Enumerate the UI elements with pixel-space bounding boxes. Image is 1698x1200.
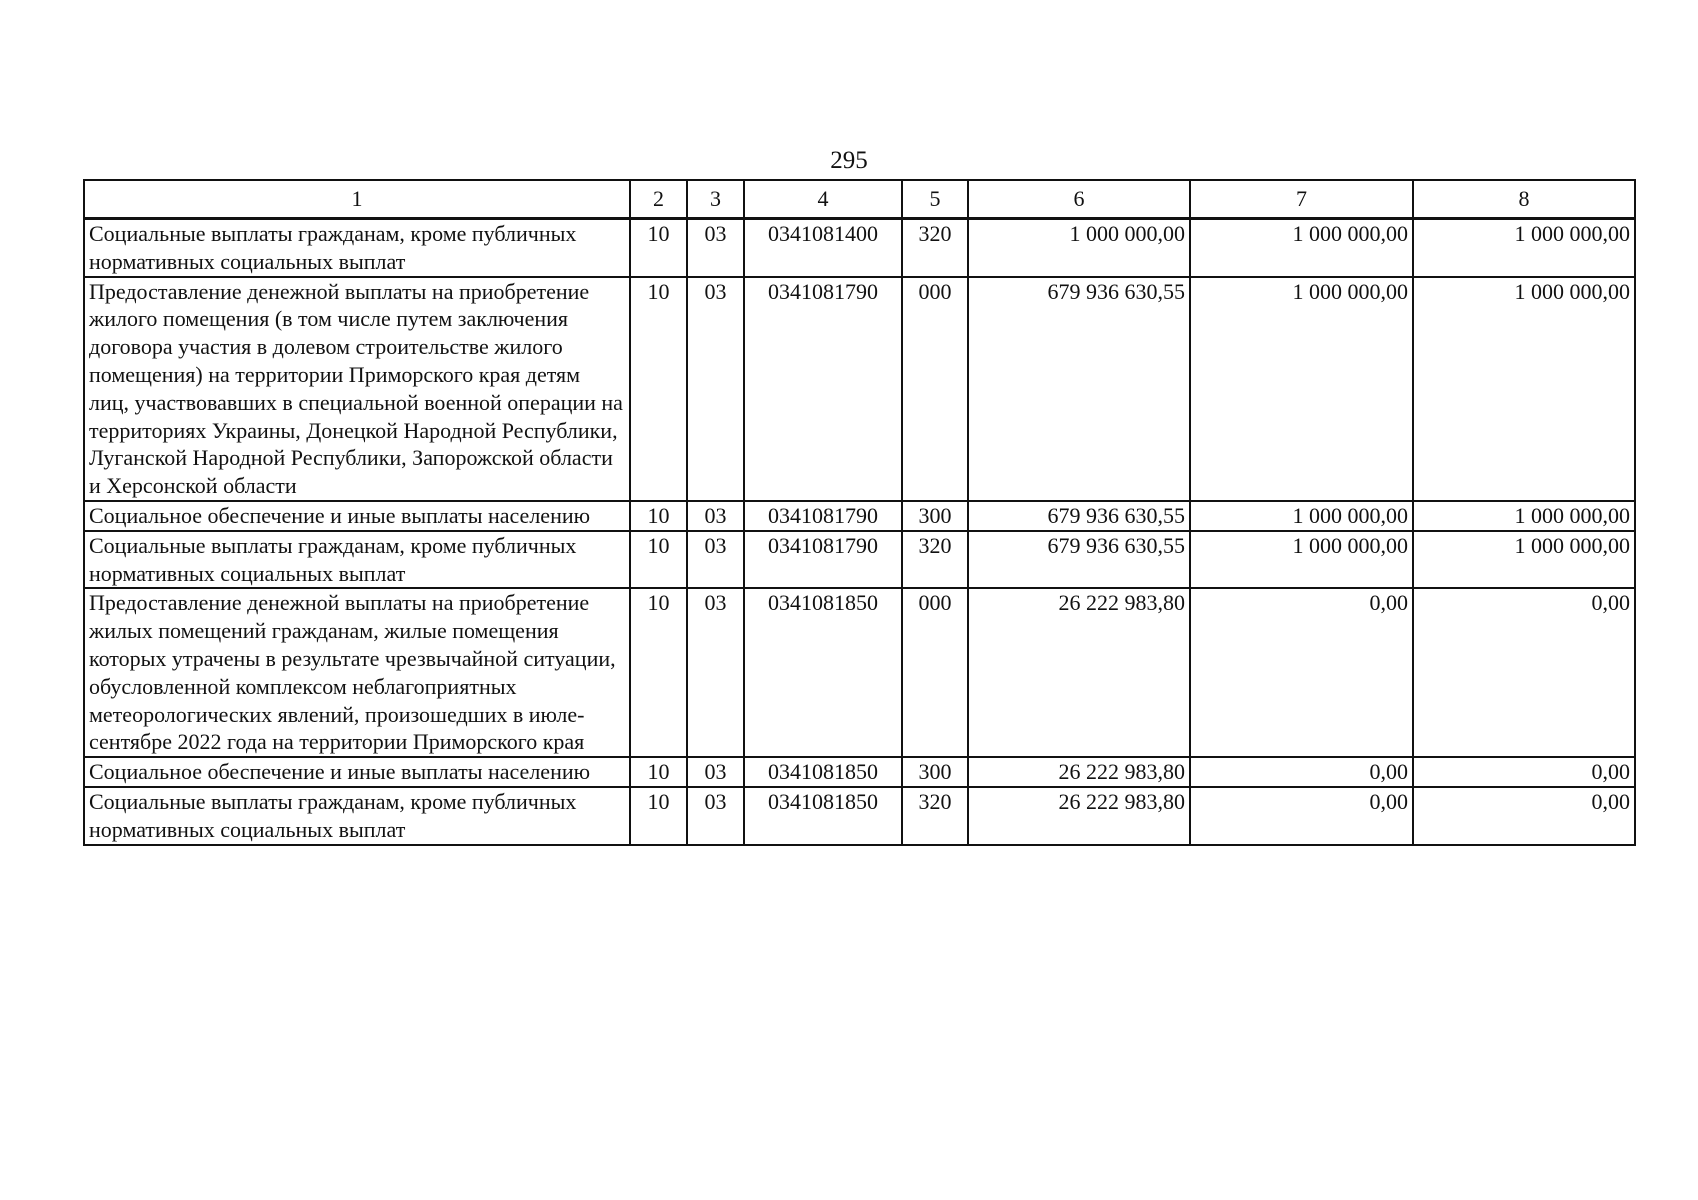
row-amount-col8: 0,00 [1413, 757, 1635, 787]
row-amount-col8: 1 000 000,00 [1413, 219, 1635, 277]
row-name: Предоставление денежной выплаты на приобретение жилого помещения (в том числе путем заключения договора участия в долевом строительстве жилого помещения) на территории Приморского края детям лиц, участвовавших в специальной военной операции на территориях Украины, Донецкой Народной Республики, Луганской Народной Республики, Запорожской области и Херсонской области [84, 277, 630, 501]
row-amount-col7: 1 000 000,00 [1190, 219, 1413, 277]
row-amount-col6: 679 936 630,55 [968, 277, 1190, 501]
budget-table [83, 179, 1636, 846]
row-target-code: 0341081850 [744, 588, 902, 757]
column-header: 8 [1413, 180, 1635, 219]
row-section: 10 [630, 757, 687, 787]
row-subsection: 03 [687, 757, 744, 787]
row-section: 10 [630, 787, 687, 845]
table-row [84, 531, 1635, 589]
row-section: 10 [630, 219, 687, 277]
row-target-code: 0341081790 [744, 501, 902, 531]
row-amount-col8: 1 000 000,00 [1413, 501, 1635, 531]
table-row [84, 787, 1635, 845]
column-header: 2 [630, 180, 687, 219]
row-amount-col6: 1 000 000,00 [968, 219, 1190, 277]
row-amount-col7: 0,00 [1190, 588, 1413, 757]
row-expense-type: 300 [902, 501, 968, 531]
row-amount-col7: 0,00 [1190, 757, 1413, 787]
table-row [84, 588, 1635, 757]
row-amount-col8: 0,00 [1413, 588, 1635, 757]
header-row [84, 180, 1635, 219]
row-amount-col7: 1 000 000,00 [1190, 501, 1413, 531]
row-section: 10 [630, 588, 687, 757]
row-amount-col8: 0,00 [1413, 787, 1635, 845]
row-name: Социальные выплаты гражданам, кроме публичных нормативных социальных выплат [84, 531, 630, 589]
row-target-code: 0341081400 [744, 219, 902, 277]
row-target-code: 0341081790 [744, 277, 902, 501]
table-row [84, 757, 1635, 787]
row-amount-col7: 1 000 000,00 [1190, 277, 1413, 501]
row-section: 10 [630, 531, 687, 589]
page-number: 295 [830, 147, 868, 174]
row-subsection: 03 [687, 531, 744, 589]
row-subsection: 03 [687, 219, 744, 277]
row-amount-col6: 679 936 630,55 [968, 501, 1190, 531]
row-amount-col7: 0,00 [1190, 787, 1413, 845]
row-amount-col6: 26 222 983,80 [968, 588, 1190, 757]
row-name: Социальное обеспечение и иные выплаты населению [84, 501, 630, 531]
table-row [84, 277, 1635, 501]
row-expense-type: 320 [902, 219, 968, 277]
row-amount-col6: 26 222 983,80 [968, 787, 1190, 845]
row-target-code: 0341081850 [744, 787, 902, 845]
column-header: 5 [902, 180, 968, 219]
table-row [84, 219, 1635, 277]
row-name: Предоставление денежной выплаты на приобретение жилых помещений гражданам, жилые помещения которых утрачены в результате чрезвычайной ситуации, обусловленной комплексом неблагоприятных метеорологических явлений, произошедших в июле-сентябре 2022 года на территории Приморского края [84, 588, 630, 757]
row-amount-col6: 679 936 630,55 [968, 531, 1190, 589]
row-name: Социальные выплаты гражданам, кроме публичных нормативных социальных выплат [84, 787, 630, 845]
row-amount-col8: 1 000 000,00 [1413, 277, 1635, 501]
column-header: 7 [1190, 180, 1413, 219]
row-expense-type: 320 [902, 787, 968, 845]
row-name: Социальные выплаты гражданам, кроме публичных нормативных социальных выплат [84, 219, 630, 277]
row-target-code: 0341081790 [744, 531, 902, 589]
row-section: 10 [630, 277, 687, 501]
row-expense-type: 320 [902, 531, 968, 589]
row-amount-col8: 1 000 000,00 [1413, 531, 1635, 589]
row-subsection: 03 [687, 787, 744, 845]
row-subsection: 03 [687, 277, 744, 501]
row-amount-col7: 1 000 000,00 [1190, 531, 1413, 589]
row-expense-type: 000 [902, 277, 968, 501]
row-section: 10 [630, 501, 687, 531]
column-header: 6 [968, 180, 1190, 219]
column-header: 1 [84, 180, 630, 219]
table-row [84, 501, 1635, 531]
row-subsection: 03 [687, 501, 744, 531]
row-target-code: 0341081850 [744, 757, 902, 787]
row-name: Социальное обеспечение и иные выплаты населению [84, 757, 630, 787]
row-expense-type: 300 [902, 757, 968, 787]
row-amount-col6: 26 222 983,80 [968, 757, 1190, 787]
row-expense-type: 000 [902, 588, 968, 757]
row-subsection: 03 [687, 588, 744, 757]
column-header: 3 [687, 180, 744, 219]
column-header: 4 [744, 180, 902, 219]
